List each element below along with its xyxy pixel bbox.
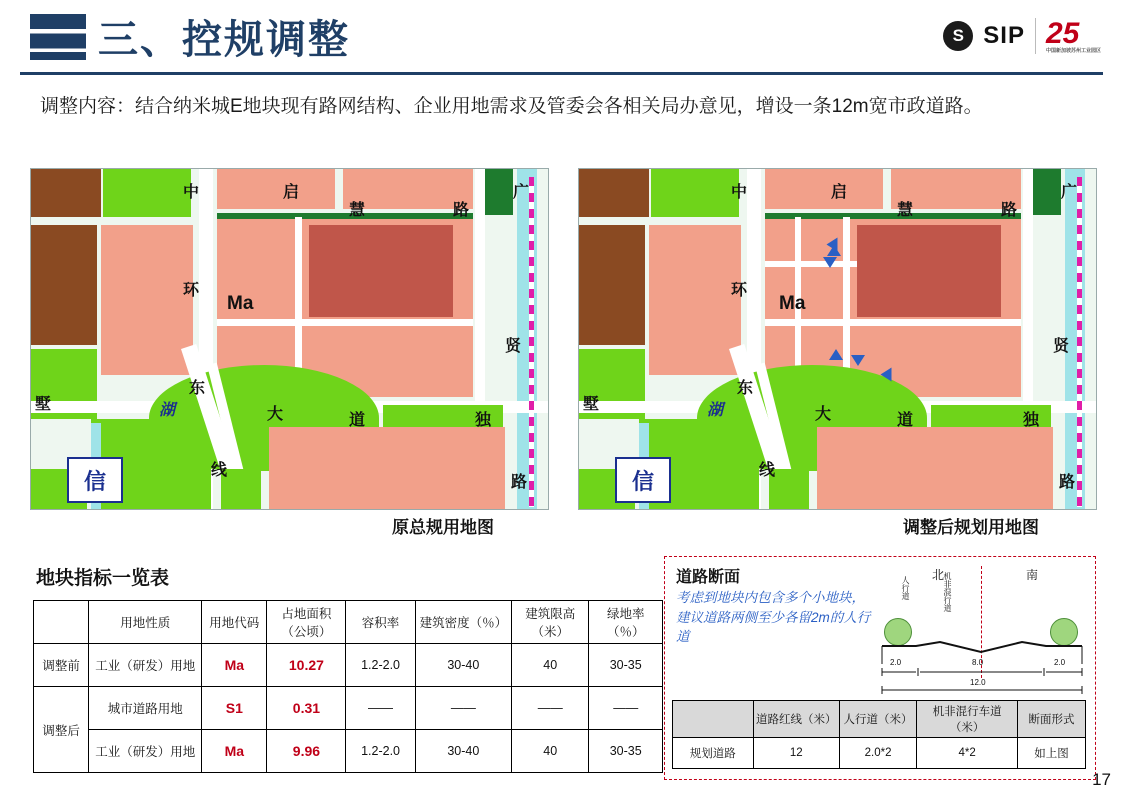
dim-left: 2.0 bbox=[890, 658, 902, 667]
sec-col-form: 断面形式 bbox=[1018, 701, 1086, 738]
annotation-arrow-icon bbox=[829, 349, 843, 360]
col-stage bbox=[34, 601, 89, 644]
annotation-arrow-icon bbox=[827, 238, 838, 252]
col-height: 建筑限高（米） bbox=[512, 601, 589, 644]
sec-col-sidewalk: 人行道（米） bbox=[839, 701, 916, 738]
map-label: 墅 bbox=[583, 396, 600, 413]
map-label: 广 bbox=[513, 184, 530, 201]
page-title: 三、控规调整 bbox=[98, 17, 350, 63]
cell-density: 30-40 bbox=[415, 644, 511, 687]
diagram-label-sidewalk: 人行道 bbox=[901, 576, 910, 600]
col-density: 建筑密度（％） bbox=[415, 601, 511, 644]
map-before-caption: 原总规用地图 bbox=[392, 518, 494, 537]
map-label: 路 bbox=[511, 474, 528, 491]
map-label-ma: Ma bbox=[227, 293, 254, 314]
road-section-note: 考虑到地块内包含多个小地块，建议道路两侧至少各留2m的人行道 bbox=[676, 590, 871, 645]
cell-area: 10.27 bbox=[267, 644, 346, 687]
cell-use: 工业（研发）用地 bbox=[89, 730, 202, 773]
map-label: 道 bbox=[897, 412, 914, 429]
cell-height: 40 bbox=[512, 644, 589, 687]
cell-area: 0.31 bbox=[267, 687, 346, 730]
table-row bbox=[34, 730, 663, 773]
logo-text: SIP bbox=[983, 22, 1025, 49]
cell-stage: 调整前 bbox=[34, 644, 89, 687]
map-label: 东 bbox=[189, 380, 206, 397]
header-accent-bar bbox=[30, 14, 86, 60]
table-header-row bbox=[34, 601, 663, 644]
sip-logo bbox=[943, 14, 1101, 58]
annotation-arrow-icon bbox=[823, 257, 837, 268]
table-row bbox=[34, 644, 663, 687]
intro-paragraph: 调整内容：结合纳米城E地块现有路网结构、企业用地需求及管委会各相关局办意见，增设一条12m宽市政道路。 bbox=[40, 96, 983, 117]
map-label: 贤 bbox=[505, 338, 522, 355]
dim-right: 2.0 bbox=[1054, 658, 1066, 667]
map-label: 湖 bbox=[159, 402, 176, 419]
index-table bbox=[33, 600, 663, 773]
section-header-row bbox=[673, 701, 1086, 738]
cell-green: 30-35 bbox=[589, 644, 663, 687]
sec-cell-redline: 12 bbox=[753, 738, 839, 769]
sec-cell-sidewalk: 2.0*2 bbox=[839, 738, 916, 769]
map-label: 线 bbox=[759, 462, 776, 479]
dim-center: 8.0 bbox=[972, 658, 984, 667]
cell-density: —— bbox=[415, 687, 511, 730]
map-label: 道 bbox=[349, 412, 366, 429]
sec-cell-name: 规划道路 bbox=[673, 738, 754, 769]
map-label: 贤 bbox=[1053, 338, 1070, 355]
map-label: 路 bbox=[1001, 202, 1018, 219]
map-label: 中 bbox=[183, 184, 200, 201]
map-label: 广 bbox=[1061, 184, 1078, 201]
logo-anniversary bbox=[1045, 16, 1101, 54]
dim-total: 12.0 bbox=[970, 678, 986, 687]
cell-density: 30-40 bbox=[415, 730, 511, 773]
cell-use: 工业（研发）用地 bbox=[89, 644, 202, 687]
map-label-xin: 信 bbox=[67, 457, 123, 503]
sec-cell-form: 如上图 bbox=[1018, 738, 1086, 769]
cell-code: S1 bbox=[202, 687, 267, 730]
page-number: 17 bbox=[1092, 770, 1111, 789]
header-divider bbox=[20, 72, 1103, 75]
sec-col-redline: 道路红线（米） bbox=[753, 701, 839, 738]
cell-far: 1.2-2.0 bbox=[346, 730, 415, 773]
cell-far: 1.2-2.0 bbox=[346, 644, 415, 687]
col-area: 占地面积（公顷） bbox=[267, 601, 346, 644]
map-before[interactable] bbox=[30, 168, 549, 510]
cell-height: —— bbox=[512, 687, 589, 730]
logo-mark-icon: S bbox=[943, 21, 973, 51]
col-code: 用地代码 bbox=[202, 601, 267, 644]
map-label: 启 bbox=[831, 184, 848, 201]
map-label: 启 bbox=[283, 184, 300, 201]
annotation-arrow-icon bbox=[881, 368, 892, 382]
map-label: 东 bbox=[737, 380, 754, 397]
section-row bbox=[673, 738, 1086, 769]
table-title: 地块指标一览表 bbox=[36, 568, 170, 589]
map-label: 环 bbox=[183, 282, 200, 299]
cell-green: —— bbox=[589, 687, 663, 730]
road-section-title: 道路断面 bbox=[676, 569, 741, 586]
map-label: 环 bbox=[731, 282, 748, 299]
cell-height: 40 bbox=[512, 730, 589, 773]
map-label: 路 bbox=[1059, 474, 1076, 491]
cell-code: Ma bbox=[202, 730, 267, 773]
map-label-xin: 信 bbox=[615, 457, 671, 503]
diagram-label-north: 北 bbox=[932, 568, 945, 582]
map-label: 路 bbox=[453, 202, 470, 219]
sec-cell-lane: 4*2 bbox=[917, 738, 1018, 769]
sec-col-blank bbox=[673, 701, 754, 738]
map-label: 线 bbox=[211, 462, 228, 479]
map-label: 大 bbox=[815, 406, 832, 423]
annotation-arrow-icon bbox=[851, 355, 865, 366]
cell-area: 9.96 bbox=[267, 730, 346, 773]
table-row bbox=[34, 687, 663, 730]
sec-col-lane: 机非混行车道（米） bbox=[917, 701, 1018, 738]
diagram-label-lane: 机非混行道 bbox=[943, 572, 952, 612]
col-green: 绿地率（％） bbox=[589, 601, 663, 644]
map-label: 慧 bbox=[349, 202, 366, 219]
cell-far: —— bbox=[346, 687, 415, 730]
map-label: 独 bbox=[475, 412, 492, 429]
col-far: 容积率 bbox=[346, 601, 415, 644]
road-section-table bbox=[672, 700, 1086, 769]
col-use: 用地性质 bbox=[89, 601, 202, 644]
logo-anniversary-number: 25 bbox=[1045, 16, 1080, 50]
logo-divider bbox=[1035, 18, 1036, 54]
cell-stage: 调整后 bbox=[34, 687, 89, 773]
cell-green: 30-35 bbox=[589, 730, 663, 773]
map-after-caption: 调整后规划用地图 bbox=[903, 518, 1039, 537]
cell-code: Ma bbox=[202, 644, 267, 687]
map-label: 湖 bbox=[707, 402, 724, 419]
map-label: 慧 bbox=[897, 202, 914, 219]
map-label: 大 bbox=[267, 406, 284, 423]
map-label-ma: Ma bbox=[779, 293, 806, 314]
map-label: 中 bbox=[731, 184, 748, 201]
cell-use: 城市道路用地 bbox=[89, 687, 202, 730]
page-header bbox=[0, 0, 1123, 80]
logo-anniversary-sub: 中国新加坡苏州工业园区 bbox=[1045, 47, 1101, 54]
map-label: 墅 bbox=[35, 396, 52, 413]
map-after[interactable] bbox=[578, 168, 1097, 510]
map-label: 独 bbox=[1023, 412, 1040, 429]
road-section-diagram bbox=[880, 566, 1085, 691]
diagram-label-south: 南 bbox=[1026, 568, 1039, 582]
